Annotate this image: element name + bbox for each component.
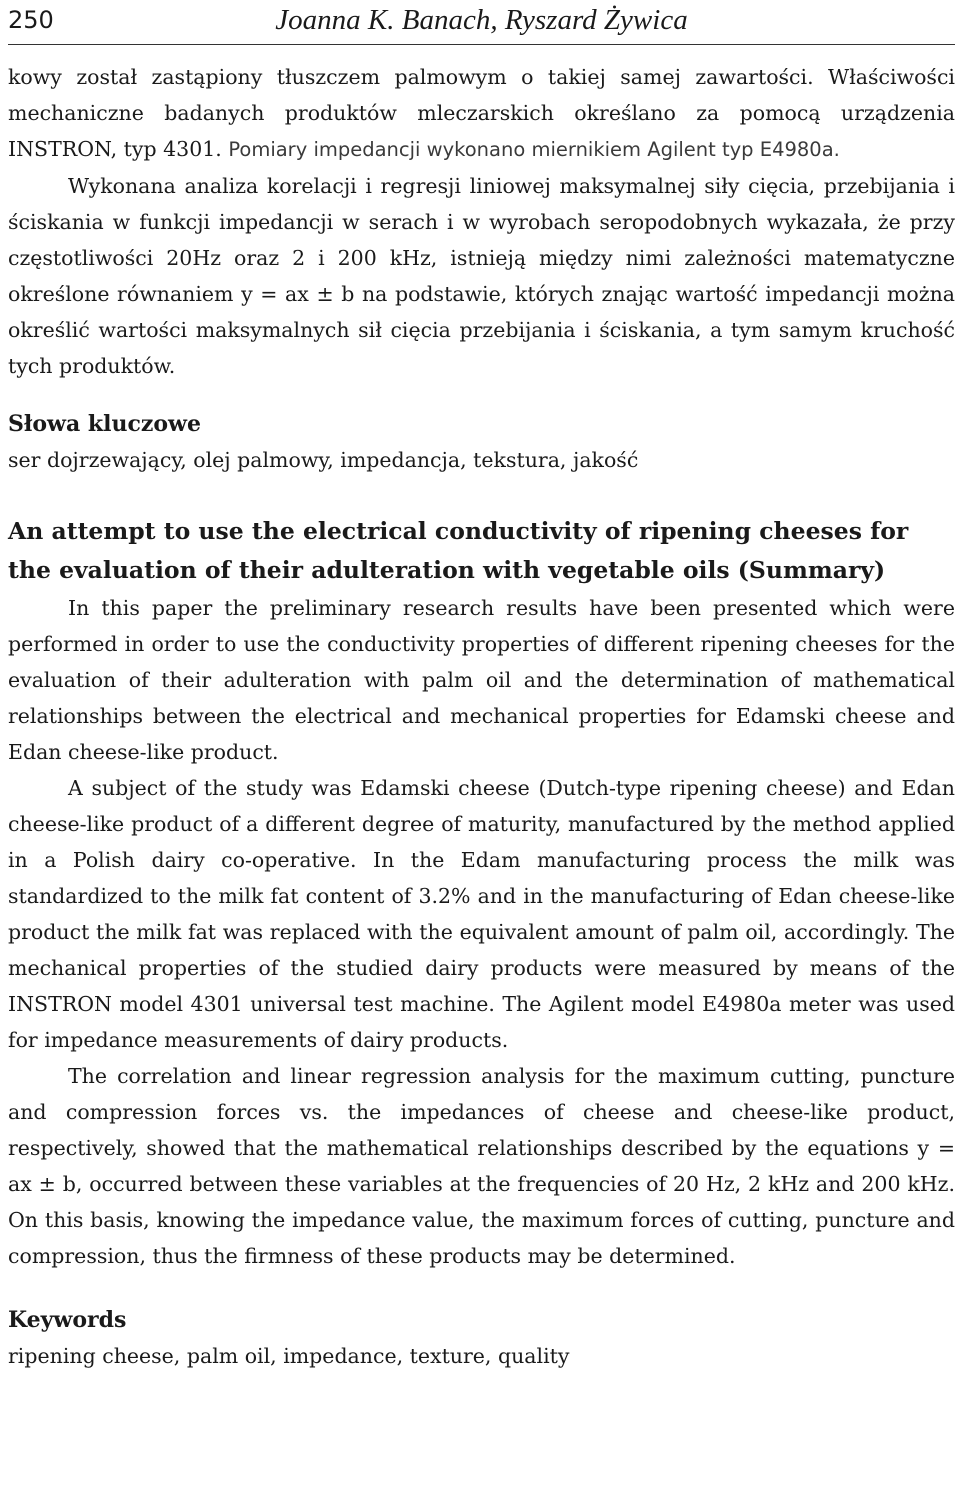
summary-title: An attempt to use the electrical conductivity of ripening cheeses for the evaluation of their adulteration with vegetable oils (Summary) bbox=[8, 517, 909, 584]
polish-keywords-heading: Słowa kluczowe bbox=[8, 411, 201, 437]
summary-paragraph-1: In this paper the preliminary research results have been presented which were performed in order to use the conductivity properties of different ripening cheeses for the evaluation of their adulteration with palm oil and the determination of mathematical relationships between the electrical and mechanical properties for Edamski cheese and Edan cheese-like product. bbox=[8, 596, 955, 764]
polish-intro-part2: Pomiary impedancji wykonano miernikiem Agilent typ E4980a. bbox=[228, 138, 840, 161]
running-header bbox=[8, 0, 955, 45]
page-content bbox=[8, 45, 955, 1374]
polish-keywords: ser dojrzewający, olej palmowy, impedancja, tekstura, jakość bbox=[8, 448, 639, 472]
running-authors: Joanna K. Banach, Ryszard Żywica bbox=[275, 4, 688, 36]
polish-intro-paragraph bbox=[8, 59, 955, 168]
document-page bbox=[8, 0, 955, 1374]
summary-keywords: ripening cheese, palm oil, impedance, texture, quality bbox=[8, 1344, 570, 1368]
polish-intro-part1: kowy został zastąpiony tłuszczem palmowym o takiej samej zawartości. Właściwości mechaniczne badanych produktów mleczarskich określano za pomocą urządzenia INSTRON, typ 4301. bbox=[8, 65, 955, 161]
summary-paragraph-3: The correlation and linear regression analysis for the maximum cutting, puncture and compression forces vs. the impedances of cheese and cheese-like product, respectively, showed that the mathematical relationships described by the equations y = ax ± b, occurred between these variables at the frequencies of 20 Hz, 2 kHz and 200 kHz. On this basis, knowing the impedance value, the maximum forces of cutting, puncture and compression, thus the firmness of these products may be determined. bbox=[8, 1064, 955, 1268]
polish-paragraph-2: Wykonana analiza korelacji i regresji liniowej maksymalnej siły cięcia, przebijania i ściskania w funkcji impedancji w serach i w wyrobach seropodobnych wykazała, że przy częstotliwości 20Hz oraz 2 i 200 kHz, istnieją między nimi zależności matematyczne określone równaniem y = ax ± b na podstawie, których znając wartość impedancji można określić wartości maksymalnych sił cięcia przebijania i ściskania, a tym samym kruchość tych produktów. bbox=[8, 174, 955, 378]
page-number: 250 bbox=[8, 6, 54, 34]
summary-paragraph-2: A subject of the study was Edamski cheese (Dutch-type ripening cheese) and Edan cheese-like product of a different degree of maturity, manufactured by the method applied in a Polish dairy co-operative. In the Edam manufacturing process the milk was standardized to the milk fat content of 3.2% and in the manufacturing of Edan cheese-like product the milk fat was replaced with the equivalent amount of palm oil, accordingly. The mechanical properties of the studied dairy products were measured by means of the INSTRON model 4301 universal test machine. The Agilent model E4980a meter was used for impedance measurements of dairy products. bbox=[8, 776, 955, 1052]
summary-keywords-heading: Keywords bbox=[8, 1307, 127, 1333]
